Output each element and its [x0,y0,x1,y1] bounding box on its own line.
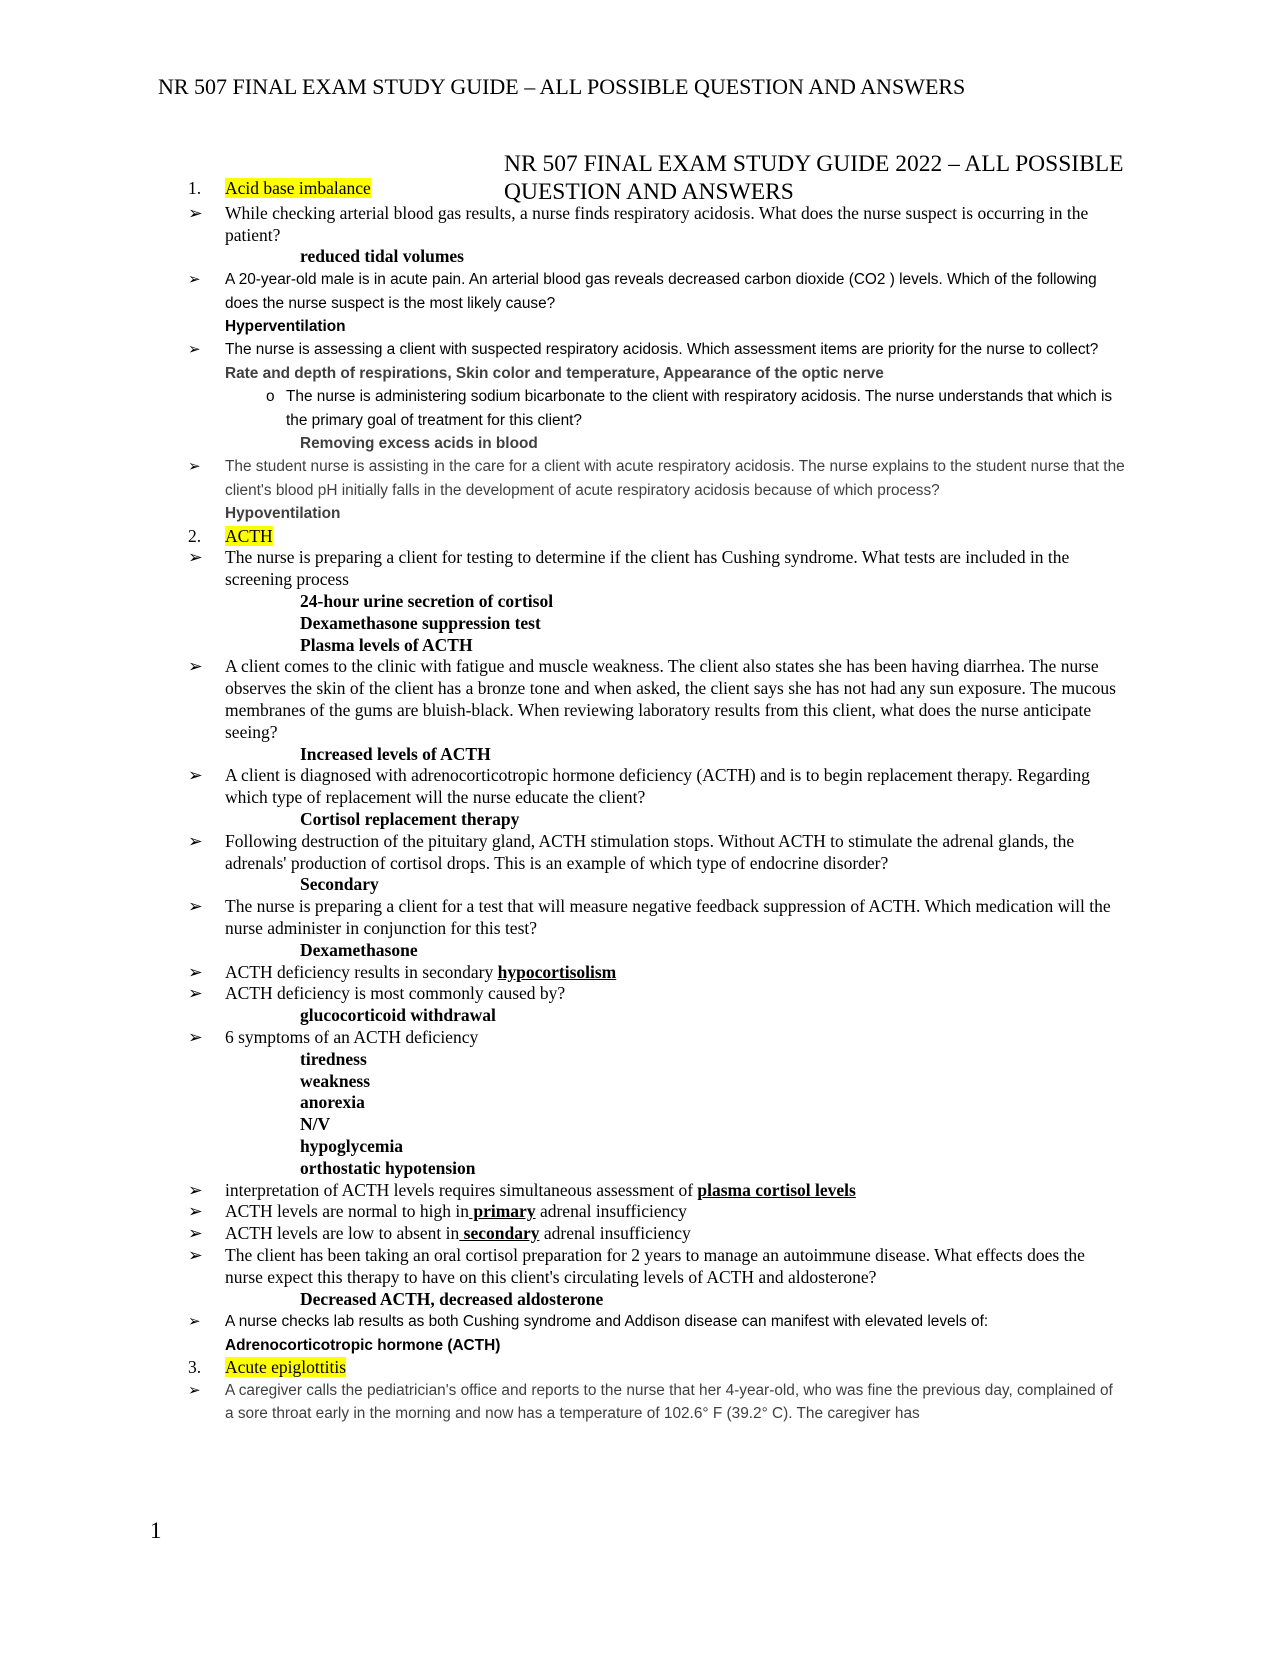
question-text: 6 symptoms of an ACTH deficiency [225,1026,479,1047]
answer-text: Increased levels of ACTH [300,743,491,764]
question-text: The nurse is preparing a client for testing to determine if the client has Cushing syndrome. What tests are included in the screening process [225,547,1070,590]
bullet-arrow-icon: ➢ [188,896,203,917]
list-item [0,896,1280,940]
bullet-arrow-icon: ➢ [188,961,203,982]
answer-text: Adrenocorticotropic hormone (ACTH) [225,1336,501,1354]
bullet-arrow-icon: ➢ [188,340,201,359]
bullet-arrow-icon: ➢ [188,202,203,223]
key-term: hypocortisolism [497,961,617,982]
answer-text: glucocorticoid withdrawal [300,1005,496,1026]
list-item [0,547,1280,591]
document-body [0,178,1280,1426]
answer-text: orthostatic hypotension [300,1157,476,1178]
section-title: ACTH [225,525,273,546]
list-item [0,1223,1280,1245]
question-text: ACTH levels are normal to high in primary adrenal insufficiency [225,1201,687,1222]
question-text: The student nurse is assisting in the care for a client with acute respiratory acidosis. The nurse explains to the student nurse that the client's blood pH initially falls in the development of acute respiratory acidosis because of which process? [225,458,1125,499]
answer-text: Dexamethasone [300,939,418,960]
list-item [0,203,1280,247]
list-item [0,268,1280,315]
list-item [0,1180,1280,1202]
answer-text: Hypoventilation [225,505,341,523]
page-header: NR 507 FINAL EXAM STUDY GUIDE – ALL POSSIBLE QUESTION AND ANSWERS [158,74,966,99]
document-title: NR 507 FINAL EXAM STUDY GUIDE 2022 – ALL POSSIBLE QUESTION AND ANSWERS [504,151,1124,205]
bullet-arrow-icon: ➢ [188,1244,203,1265]
bullet-arrow-icon: ➢ [188,1179,203,1200]
page-number: 1 [150,1518,162,1543]
section-title: Acid base imbalance [225,178,371,198]
question-text: Following destruction of the pituitary gland, ACTH stimulation stops. Without ACTH to stimulate the adrenal glands, the adrenals' production of cortisol drops. This is an example of which type of endocrine disorder? [225,830,1075,873]
list-item [0,765,1280,809]
answer-text: reduced tidal volumes [300,246,464,267]
bullet-arrow-icon: ➢ [188,765,203,786]
section-heading [0,178,1280,200]
question-text: The nurse is administering sodium bicarbonate to the client with respiratory acidosis. The nurse understands that which is the primary goal of treatment for this client? [286,388,1113,429]
answer-text: Hyperventilation [225,318,346,335]
bullet-arrow-icon: ➢ [188,1223,203,1244]
list-item [0,1027,1280,1049]
answer-text: Rate and depth of respirations, Skin color and temperature, Appearance of the optic nerve [225,364,884,382]
section-number: 1. [188,178,202,198]
question-text: The client has been taking an oral cortisol preparation for 2 years to manage an autoimmune disease. What effects does the nurse expect this therapy to have on this client's circulating levels of ACTH and aldosterone? [225,1244,1085,1287]
answer-text: Secondary [300,874,379,895]
bullet-arrow-icon: ➢ [188,1026,203,1047]
list-item [0,656,1280,743]
question-text: A caregiver calls the pediatrician's office and reports to the nurse that her 4-year-old, who was fine the previous day, complained of a sore throat early in the morning and now has a temperature of 102.6° F (39.2° C). The caregiver has [225,1381,1113,1423]
answer-text: hypoglycemia [300,1135,404,1156]
key-term: secondary [459,1223,540,1244]
answer-text: 24-hour urine secretion of cortisol [300,591,554,612]
question-text: ACTH deficiency is most commonly caused by? [225,983,566,1004]
section-heading [0,1357,1280,1379]
bullet-arrow-icon: ➢ [188,1312,201,1331]
bullet-arrow-icon: ➢ [188,1380,201,1399]
answer-text: Plasma levels of ACTH [300,634,473,655]
key-term: primary [468,1201,536,1222]
bullet-arrow-icon: ➢ [188,830,203,851]
answer-text: tiredness [300,1048,367,1069]
section-heading [0,526,1280,548]
answer-text: anorexia [300,1092,365,1113]
bullet-arrow-icon: ➢ [188,547,203,568]
bullet-circle-icon: o [266,388,275,406]
answer-text: Decreased ACTH, decreased aldosterone [300,1288,604,1309]
section-number: 2. [188,525,202,546]
question-text: A client is diagnosed with adrenocorticotropic hormone deficiency (ACTH) and is to begin replacement therapy. Regarding which type of replacement will the nurse educate the client? [225,765,1090,808]
question-text: ACTH levels are low to absent in secondary adrenal insufficiency [225,1223,691,1244]
question-text: While checking arterial blood gas results, a nurse finds respiratory acidosis. What does the nurse suspect is occurring in the patient? [225,202,1089,245]
bullet-arrow-icon: ➢ [188,457,201,476]
list-item [0,1310,1280,1333]
list-item [0,338,1280,361]
bullet-arrow-icon: ➢ [188,983,203,1004]
bullet-arrow-icon: ➢ [188,1201,203,1222]
section-title: Acute epiglottitis [225,1357,347,1378]
answer-text: N/V [300,1114,331,1135]
section-number: 3. [188,1357,202,1378]
question-text: ACTH deficiency results in secondary hypocortisolism [225,961,617,982]
list-item [0,1379,1280,1426]
list-item [0,1245,1280,1289]
list-item [0,1201,1280,1223]
list-item [0,831,1280,875]
answer-text: weakness [300,1070,371,1091]
question-text: The nurse is preparing a client for a test that will measure negative feedback suppression of ACTH. Which medication will the nurse administer in conjunction for this test? [225,896,1111,938]
question-text: A nurse checks lab results as both Cushing syndrome and Addison disease can manifest with elevated levels of: [225,1313,989,1331]
question-text: The nurse is assessing a client with suspected respiratory acidosis. Which assessment items are priority for the nurse to collect? [225,341,1099,359]
question-text: interpretation of ACTH levels requires simultaneous assessment of plasma cortisol levels [225,1179,856,1200]
list-item [0,983,1280,1005]
answer-text: Removing excess acids in blood [300,435,538,453]
list-item [0,385,1280,432]
question-text: A client comes to the clinic with fatigue and muscle weakness. The client also states she has been having diarrhea. The nurse observes the skin of the client has a bronze tone and when asked, the client says she has not had any sun exposure. The mucous membranes of the gums are bluish-black. When reviewing laboratory results from this client, what does the nurse anticipate seeing? [225,656,1116,742]
list-item [0,455,1280,502]
key-term: plasma cortisol levels [697,1179,856,1200]
bullet-arrow-icon: ➢ [188,656,203,677]
question-text: A 20-year-old male is in acute pain. An arterial blood gas reveals decreased carbon dioxide (CO2 ) levels. Which of the following does the nurse suspect is the most likely cause? [225,271,1097,312]
bullet-arrow-icon: ➢ [188,270,201,289]
list-item [0,962,1280,984]
answer-text: Dexamethasone suppression test [300,612,541,633]
answer-text: Cortisol replacement therapy [300,809,520,830]
